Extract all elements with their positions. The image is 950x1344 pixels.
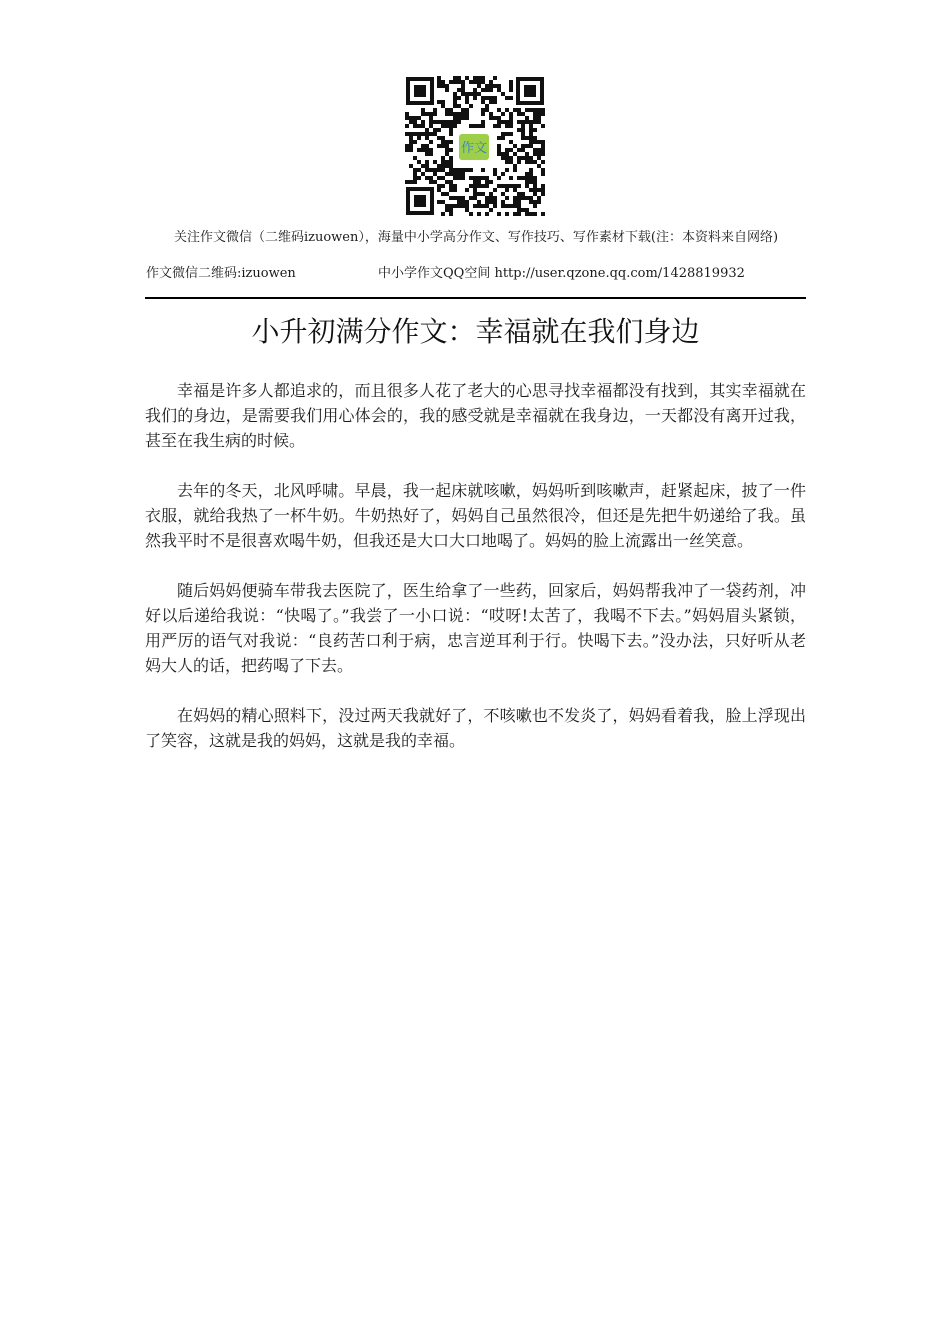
wechat-id: 作文微信二维码:izuowen: [146, 266, 296, 281]
article-title: 小升初满分作文：幸福就在我们身边: [251, 315, 700, 348]
qr-code: [404, 75, 546, 217]
header-divider: [145, 297, 806, 299]
paragraph: 在妈妈的精心照料下，没过两天我就好了，不咳嗽也不发炎了，妈妈看着我，脸上浮现出了笑容，这就是我的妈妈，这就是我的幸福。: [145, 706, 806, 750]
paragraph: 去年的冬天，北风呼啸。早晨，我一起床就咳嗽，妈妈听到咳嗽声，赶紧起床，披了一件衣服，就给我热了一杯牛奶。牛奶热好了，妈妈自己虽然很冷，但还是先把牛奶递给了我。虽然我平时不是很喜欢喝牛奶，但我还是大口大口地喝了。妈妈的脸上流露出一丝笑意。: [145, 481, 806, 550]
header-contact-line: [146, 265, 806, 282]
article-body: [145, 378, 806, 778]
qq-space-link[interactable]: 中小学作文QQ空间 http://user.qzone.qq.com/1428819932: [378, 266, 745, 281]
qr-logo-text: 作文: [460, 141, 488, 156]
header-notice: 关注作文微信（二维码izuowen），海量中小学高分作文、写作技巧、写作素材下载(注：本资料来自网络): [173, 230, 779, 245]
paragraph: 随后妈妈便骑车带我去医院了，医生给拿了一些药，回家后，妈妈帮我冲了一袋药剂，冲好以后递给我说：“快喝了。”我尝了一小口说：“哎呀!太苦了，我喝不下去。”妈妈眉头紧锁，用严厉的语气对我说：“良药苦口利于病，忠言逆耳利于行。快喝下去。”没办法，只好听从老妈大人的话，把药喝了下去。: [145, 581, 806, 675]
paragraph: 幸福是许多人都追求的，而且很多人花了老大的心思寻找幸福都没有找到，其实幸福就在我们的身边，是需要我们用心体会的，我的感受就是幸福就在我身边，一天都没有离开过我，甚至在我生病的时候。: [145, 381, 806, 450]
